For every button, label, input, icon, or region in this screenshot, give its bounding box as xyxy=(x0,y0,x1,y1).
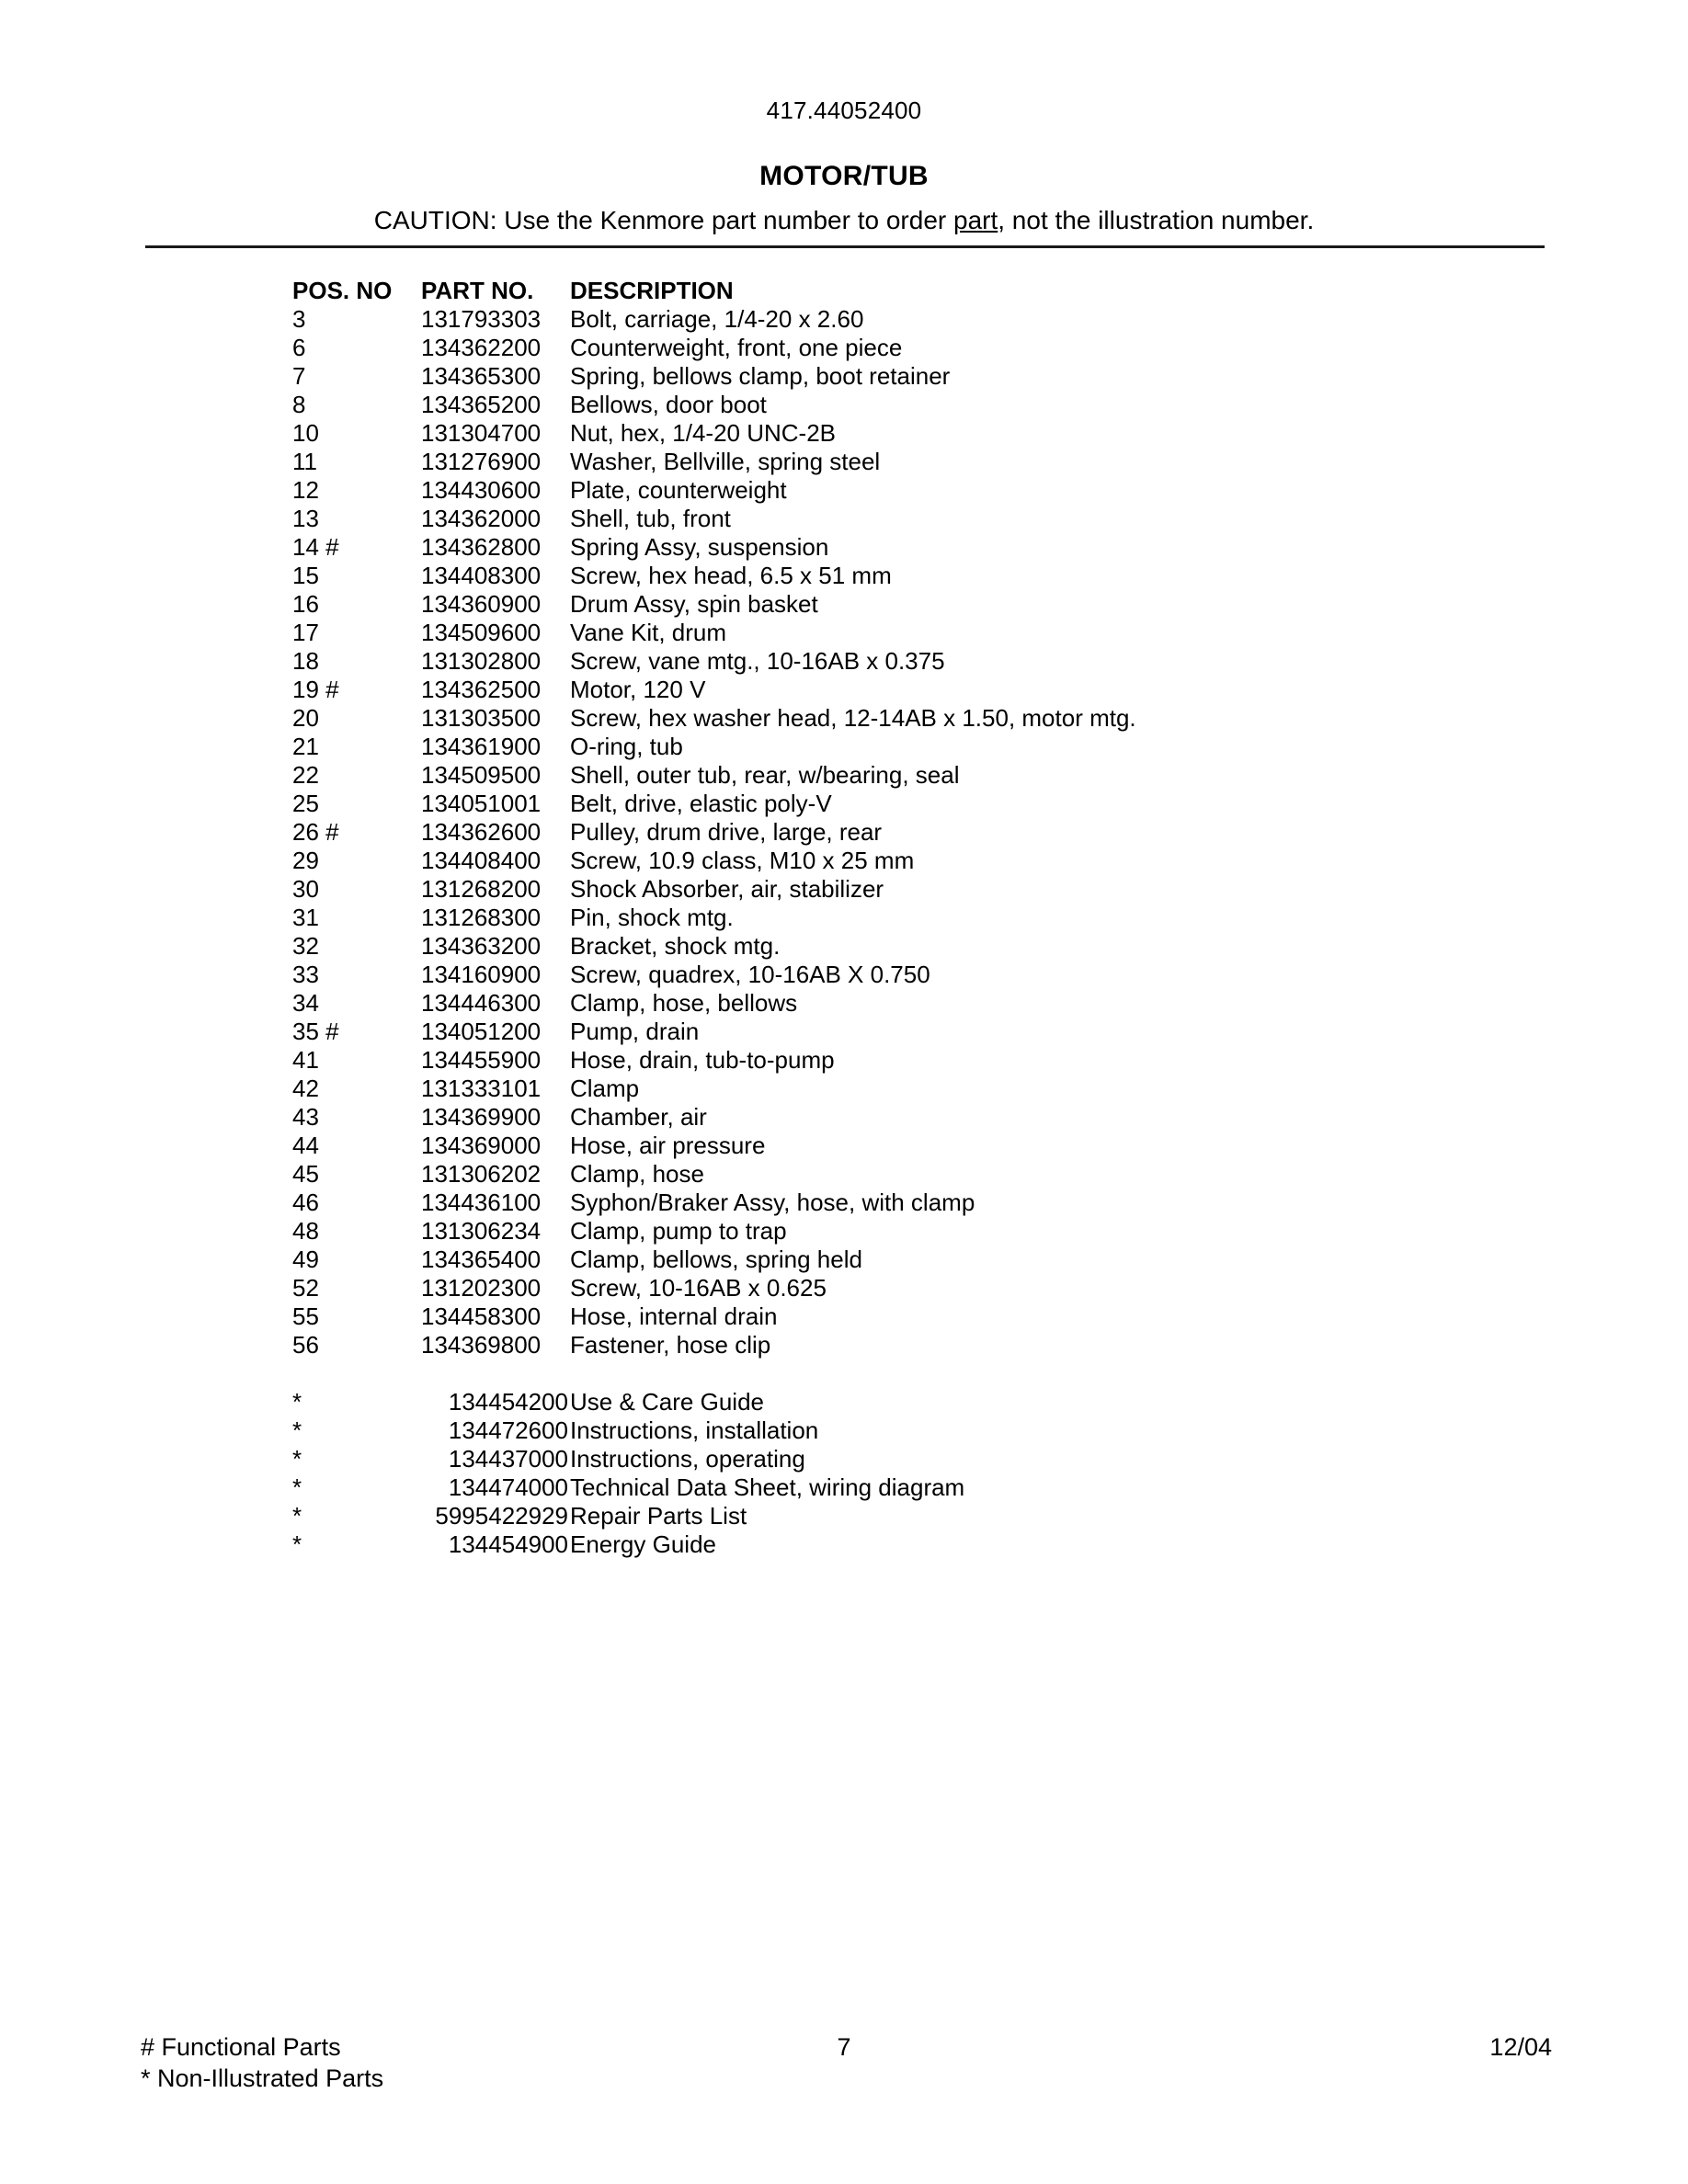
cell-pos-no: * xyxy=(292,1445,302,1473)
table-row xyxy=(0,362,1688,391)
cell-description: Washer, Bellville, spring steel xyxy=(570,448,881,475)
caution-prefix: CAUTION: Use the Kenmore part number to order xyxy=(373,206,953,234)
cell-part-no: 131202300 xyxy=(421,1274,542,1302)
cell-description: Plate, counterweight xyxy=(570,476,787,504)
cell-part-no: 134363200 xyxy=(421,932,542,960)
cell-part-no: 134455900 xyxy=(421,1046,542,1074)
cell-pos-no: 25 xyxy=(292,790,319,817)
cell-pos-no: 26 # xyxy=(292,818,339,846)
cell-description: Screw, vane mtg., 10-16AB x 0.375 xyxy=(570,647,945,675)
table-row xyxy=(0,1331,1688,1359)
table-row xyxy=(0,1530,1688,1559)
table-row xyxy=(0,334,1688,362)
cell-description: Instructions, operating xyxy=(570,1445,805,1473)
model-number: 417.44052400 xyxy=(766,97,922,124)
cell-pos-no: 55 xyxy=(292,1302,319,1330)
table-row xyxy=(0,875,1688,904)
table-row xyxy=(0,904,1688,932)
cell-part-no: 134446300 xyxy=(421,989,542,1017)
cell-part-no: 134369900 xyxy=(421,1103,542,1131)
cell-part-no: 134362500 xyxy=(421,676,542,703)
cell-pos-no: 48 xyxy=(292,1217,319,1245)
cell-description: Hose, air pressure xyxy=(570,1132,766,1159)
cell-pos-no: 45 xyxy=(292,1160,319,1188)
cell-description: Screw, 10.9 class, M10 x 25 mm xyxy=(570,847,915,874)
cell-pos-no: 12 xyxy=(292,476,319,504)
table-row xyxy=(0,1274,1688,1302)
cell-part-no: 5995422929 xyxy=(435,1502,568,1530)
cell-part-no: 131268300 xyxy=(421,904,542,931)
cell-description: Clamp, hose, bellows xyxy=(570,989,798,1017)
cell-part-no: 134509500 xyxy=(421,761,542,789)
cell-description: Bolt, carriage, 1/4-20 x 2.60 xyxy=(570,305,864,333)
table-section-spacer xyxy=(0,1359,1688,1388)
cell-pos-no: 11 xyxy=(292,448,317,475)
cell-pos-no: * xyxy=(292,1530,302,1558)
cell-part-no: 131304700 xyxy=(421,419,542,447)
cell-pos-no: 22 xyxy=(292,761,319,789)
table-row xyxy=(0,1217,1688,1246)
cell-description: Vane Kit, drum xyxy=(570,619,727,646)
cell-pos-no: 7 xyxy=(292,362,306,390)
cell-pos-no: 52 xyxy=(292,1274,319,1302)
cell-description: Clamp, hose xyxy=(570,1160,704,1188)
cell-description: Screw, hex head, 6.5 x 51 mm xyxy=(570,562,892,589)
legend-functional-parts: # Functional Parts xyxy=(141,2033,341,2061)
cell-description: Chamber, air xyxy=(570,1103,707,1131)
cell-part-no: 134051200 xyxy=(421,1018,542,1045)
cell-description: Clamp, pump to trap xyxy=(570,1217,787,1245)
cell-description: Bracket, shock mtg. xyxy=(570,932,781,960)
cell-description: Syphon/Braker Assy, hose, with clamp xyxy=(570,1189,975,1216)
cell-part-no: 134454900 xyxy=(448,1530,568,1558)
cell-description: Pin, shock mtg. xyxy=(570,904,734,931)
cell-part-no: 134408300 xyxy=(421,562,542,589)
cell-part-no: 134436100 xyxy=(421,1189,542,1216)
column-header-part-no: PART NO. xyxy=(421,277,534,304)
cell-part-no: 134362200 xyxy=(421,334,542,361)
table-row xyxy=(0,590,1688,619)
cell-description: Drum Assy, spin basket xyxy=(570,590,818,618)
cell-pos-no: 16 xyxy=(292,590,319,618)
cell-description: Shell, tub, front xyxy=(570,505,731,532)
cell-pos-no: * xyxy=(292,1416,302,1444)
parts-rows-group xyxy=(0,305,1688,1359)
column-header-description: DESCRIPTION xyxy=(570,277,734,304)
cell-pos-no: 30 xyxy=(292,875,319,903)
table-row xyxy=(0,1018,1688,1046)
cell-part-no: 134474000 xyxy=(448,1473,568,1501)
cell-description: Technical Data Sheet, wiring diagram xyxy=(570,1473,965,1501)
cell-part-no: 134365300 xyxy=(421,362,542,390)
table-row xyxy=(0,1046,1688,1075)
cell-pos-no: 49 xyxy=(292,1246,319,1273)
cell-description: Belt, drive, elastic poly-V xyxy=(570,790,832,817)
cell-pos-no: * xyxy=(292,1502,302,1530)
cell-part-no: 134360900 xyxy=(421,590,542,618)
cell-pos-no: 32 xyxy=(292,932,319,960)
cell-pos-no: 19 # xyxy=(292,676,339,703)
cell-pos-no: 14 # xyxy=(292,533,339,561)
caution-notice xyxy=(0,205,1688,236)
cell-part-no: 134365400 xyxy=(421,1246,542,1273)
parts-table xyxy=(0,277,1688,1559)
table-row xyxy=(0,1416,1688,1445)
cell-pos-no: 20 xyxy=(292,704,319,732)
table-row xyxy=(0,1075,1688,1103)
cell-part-no: 131793303 xyxy=(421,305,542,333)
table-row xyxy=(0,790,1688,818)
cell-part-no: 131303500 xyxy=(421,704,542,732)
cell-part-no: 134365200 xyxy=(421,391,542,418)
cell-description: O-ring, tub xyxy=(570,733,683,760)
table-header-row xyxy=(0,277,1688,305)
cell-description: Nut, hex, 1/4-20 UNC-2B xyxy=(570,419,837,447)
cell-part-no: 134369000 xyxy=(421,1132,542,1159)
cell-part-no: 134051001 xyxy=(421,790,542,817)
table-row xyxy=(0,761,1688,790)
caution-suffix: , not the illustration number. xyxy=(998,206,1315,234)
cell-pos-no: 33 xyxy=(292,961,319,988)
table-row xyxy=(0,1189,1688,1217)
table-row xyxy=(0,989,1688,1018)
cell-description: Clamp, bellows, spring held xyxy=(570,1246,862,1273)
cell-description: Screw, quadrex, 10-16AB X 0.750 xyxy=(570,961,930,988)
cell-pos-no: 31 xyxy=(292,904,319,931)
header-divider xyxy=(145,245,1545,248)
table-row xyxy=(0,391,1688,419)
table-row xyxy=(0,932,1688,961)
cell-pos-no: 29 xyxy=(292,847,319,874)
cell-description: Spring, bellows clamp, boot retainer xyxy=(570,362,951,390)
cell-part-no: 134362600 xyxy=(421,818,542,846)
revision-date: 12/04 xyxy=(1489,2033,1552,2061)
cell-part-no: 131302800 xyxy=(421,647,542,675)
cell-part-no: 134437000 xyxy=(448,1445,568,1473)
cell-part-no: 134408400 xyxy=(421,847,542,874)
cell-part-no: 131333101 xyxy=(421,1075,542,1102)
table-row xyxy=(0,1388,1688,1416)
table-row xyxy=(0,419,1688,448)
cell-pos-no: 15 xyxy=(292,562,319,589)
cell-part-no: 134361900 xyxy=(421,733,542,760)
table-row xyxy=(0,818,1688,847)
cell-pos-no: 17 xyxy=(292,619,319,646)
cell-pos-no: 46 xyxy=(292,1189,319,1216)
table-row xyxy=(0,676,1688,704)
cell-part-no: 134509600 xyxy=(421,619,542,646)
cell-pos-no: 34 xyxy=(292,989,319,1017)
cell-description: Motor, 120 V xyxy=(570,676,706,703)
cell-description: Screw, 10-16AB x 0.625 xyxy=(570,1274,827,1302)
cell-description: Shock Absorber, air, stabilizer xyxy=(570,875,884,903)
table-row xyxy=(0,1302,1688,1331)
table-row xyxy=(0,448,1688,476)
table-row xyxy=(0,619,1688,647)
cell-part-no: 131276900 xyxy=(421,448,542,475)
table-row xyxy=(0,847,1688,875)
table-row xyxy=(0,704,1688,733)
cell-pos-no: 41 xyxy=(292,1046,319,1074)
page-title: MOTOR/TUB xyxy=(759,161,929,191)
cell-description: Energy Guide xyxy=(570,1530,716,1558)
cell-pos-no: 13 xyxy=(292,505,319,532)
cell-description: Bellows, door boot xyxy=(570,391,767,418)
legend-non-illustrated-parts: * Non-Illustrated Parts xyxy=(141,2065,384,2092)
table-row xyxy=(0,1160,1688,1189)
table-row xyxy=(0,733,1688,761)
cell-description: Hose, drain, tub-to-pump xyxy=(570,1046,835,1074)
cell-pos-no: 18 xyxy=(292,647,319,675)
table-row xyxy=(0,305,1688,334)
cell-description: Use & Care Guide xyxy=(570,1388,764,1416)
cell-description: Pump, drain xyxy=(570,1018,700,1045)
cell-pos-no: 56 xyxy=(292,1331,319,1359)
page-number: 7 xyxy=(837,2033,851,2061)
non-illustrated-rows-group xyxy=(0,1388,1688,1559)
cell-description: Hose, internal drain xyxy=(570,1302,778,1330)
table-row xyxy=(0,533,1688,562)
table-row xyxy=(0,1502,1688,1530)
cell-part-no: 134454200 xyxy=(448,1388,568,1416)
caution-emphasis-part: part xyxy=(953,206,998,234)
cell-description: Shell, outer tub, rear, w/bearing, seal xyxy=(570,761,960,789)
cell-pos-no: 8 xyxy=(292,391,306,418)
cell-part-no: 134369800 xyxy=(421,1331,542,1359)
page-footer xyxy=(0,2031,1688,2142)
table-row xyxy=(0,1246,1688,1274)
cell-description: Clamp xyxy=(570,1075,640,1102)
table-row xyxy=(0,1132,1688,1160)
cell-description: Counterweight, front, one piece xyxy=(570,334,903,361)
cell-part-no: 134458300 xyxy=(421,1302,542,1330)
table-row xyxy=(0,1103,1688,1132)
cell-part-no: 131306234 xyxy=(421,1217,542,1245)
table-row xyxy=(0,647,1688,676)
cell-part-no: 134362800 xyxy=(421,533,542,561)
cell-part-no: 134160900 xyxy=(421,961,542,988)
cell-description: Spring Assy, suspension xyxy=(570,533,829,561)
cell-description: Instructions, installation xyxy=(570,1416,819,1444)
cell-description: Fastener, hose clip xyxy=(570,1331,771,1359)
cell-pos-no: * xyxy=(292,1473,302,1501)
cell-description: Pulley, drum drive, large, rear xyxy=(570,818,883,846)
cell-part-no: 131306202 xyxy=(421,1160,542,1188)
column-header-pos-no: POS. NO xyxy=(292,277,393,304)
cell-description: Screw, hex washer head, 12-14AB x 1.50, motor mtg. xyxy=(570,704,1136,732)
cell-pos-no: 6 xyxy=(292,334,306,361)
cell-pos-no: 35 # xyxy=(292,1018,339,1045)
table-row xyxy=(0,1473,1688,1502)
cell-part-no: 134362000 xyxy=(421,505,542,532)
cell-part-no: 134430600 xyxy=(421,476,542,504)
table-row xyxy=(0,505,1688,533)
table-row xyxy=(0,562,1688,590)
cell-description: Repair Parts List xyxy=(570,1502,747,1530)
cell-pos-no: 10 xyxy=(292,419,319,447)
table-row xyxy=(0,961,1688,989)
cell-part-no: 134472600 xyxy=(448,1416,568,1444)
cell-pos-no: * xyxy=(292,1388,302,1416)
cell-pos-no: 44 xyxy=(292,1132,319,1159)
cell-pos-no: 3 xyxy=(292,305,306,333)
cell-pos-no: 43 xyxy=(292,1103,319,1131)
cell-pos-no: 42 xyxy=(292,1075,319,1102)
table-row xyxy=(0,1445,1688,1473)
cell-pos-no: 21 xyxy=(292,733,319,760)
table-row xyxy=(0,476,1688,505)
cell-part-no: 131268200 xyxy=(421,875,542,903)
